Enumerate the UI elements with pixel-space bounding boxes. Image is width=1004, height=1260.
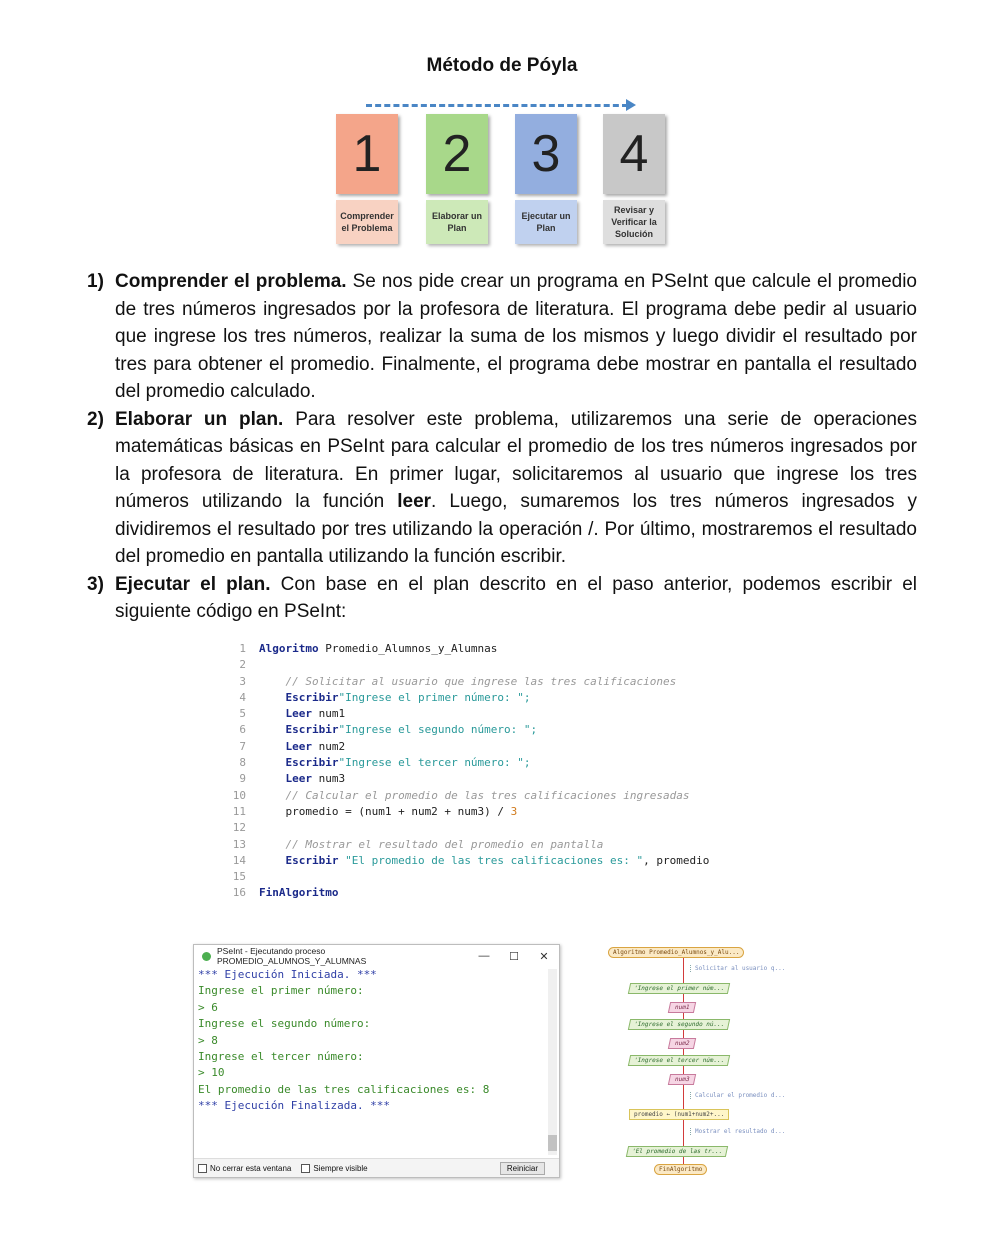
code-token: // Solicitar al usuario que ingrese las tres calificaciones xyxy=(285,674,677,688)
flow-output: 'Ingrese el tercer núm... xyxy=(628,1055,731,1066)
flowchart xyxy=(605,944,805,1179)
item-text: Con base en el plan descrito en el paso anterior, podemos escribir el siguiente código en PSeInt: xyxy=(115,573,917,622)
code-token: num2 xyxy=(312,739,346,753)
code-line xyxy=(228,853,748,869)
code-line xyxy=(228,771,748,787)
flow-output: 'Ingrese el primer núm... xyxy=(628,983,731,994)
console-footer xyxy=(194,1158,559,1177)
title-bar xyxy=(194,945,559,967)
code-line xyxy=(228,690,748,706)
code-token: , promedio xyxy=(643,853,710,867)
console-line: > 6 xyxy=(198,1000,218,1014)
step-number: 3 xyxy=(515,114,577,194)
code-line xyxy=(228,837,748,853)
list-item xyxy=(87,268,917,406)
code-token: Algoritmo xyxy=(259,642,319,655)
scrollbar[interactable] xyxy=(548,969,557,1155)
code-token xyxy=(259,789,286,802)
checkbox-icon[interactable] xyxy=(301,1164,310,1173)
close-button[interactable]: ✕ xyxy=(539,950,549,963)
code-token: FinAlgoritmo xyxy=(259,886,339,900)
line-number: 8 xyxy=(239,756,246,770)
flow-comment: Solicitar al usuario q... xyxy=(690,965,785,972)
line-number: 14 xyxy=(232,853,246,867)
item-number: 1) xyxy=(87,271,104,292)
checkbox-label: No cerrar esta ventana xyxy=(210,1163,292,1173)
line-number: 16 xyxy=(232,886,246,900)
console-line: Ingrese el segundo número: xyxy=(198,1017,371,1031)
item-heading: Ejecutar el plan. xyxy=(115,573,271,595)
line-number: 7 xyxy=(239,739,246,753)
console-line: Ingrese el tercer número: xyxy=(198,1050,364,1064)
item-text: Se nos pide crear un programa en PSeInt que calcule el promedio de tres números ingresados por la profesora de literatura. El programa debe pedir al usuario que ingrese los tres números, realizar la suma de los mismos y luego dividir el resultado por tres para obtener el promedio. Finalmente, el programa debe mostrar en pantalla el resultado del promedio calculado. xyxy=(115,271,917,402)
code-token: "Ingrese el primer número: "; xyxy=(338,690,531,704)
flow-comment: Mostrar el resultado d... xyxy=(690,1128,785,1135)
code-token xyxy=(259,772,286,785)
console-line: *** Ejecución Finalizada. *** xyxy=(198,1099,391,1113)
checkbox-label: Siempre visible xyxy=(313,1163,368,1173)
pseint-logo-icon xyxy=(202,952,211,961)
window-title: PSeInt - Ejecutando proceso PROMEDIO_ALUMNOS_Y_ALUMNAS xyxy=(217,946,367,966)
item-number: 2) xyxy=(87,408,104,430)
flow-output: 'Ingrese el segundo nú... xyxy=(628,1019,731,1030)
code-token xyxy=(259,756,286,769)
step-label: Ejecutar un Plan xyxy=(515,200,577,244)
always-visible-checkbox[interactable] xyxy=(301,1164,367,1173)
line-number: 12 xyxy=(232,821,246,835)
scrollbar-thumb[interactable] xyxy=(548,1135,557,1151)
code-token: "Ingrese el tercer número: "; xyxy=(338,756,531,770)
page-title: Método de Póyla xyxy=(426,55,578,76)
code-token: Leer xyxy=(285,739,312,753)
code-line xyxy=(228,869,748,885)
item-text: Para resolver este problema, utilizaremos una serie de operaciones matemáticas básicas en PSeInt para calcular el promedio de los tres números ingresados por la profesora de literatura. En primer lugar, solicitaremos al usuario que ingrese los tres números utilizando la función xyxy=(115,408,917,512)
item-heading: Comprender el problema. xyxy=(115,271,347,292)
code-token xyxy=(259,838,286,851)
code-token xyxy=(259,675,286,688)
code-line xyxy=(228,641,748,657)
step-4 xyxy=(603,114,665,244)
code-line xyxy=(228,706,748,722)
code-token: num1 xyxy=(312,707,346,721)
step-label: Revisar y Verificar la Solución xyxy=(603,200,665,244)
code-token: Promedio_Alumnos_y_Alumnas xyxy=(318,642,498,655)
console-line: > 10 xyxy=(198,1066,225,1080)
step-2 xyxy=(426,114,488,244)
line-number: 5 xyxy=(239,707,246,721)
maximize-button[interactable]: ☐ xyxy=(509,950,519,963)
item-text: . Luego, sumaremos los tres números ingresados y dividiremos el resultado por tres utilizando la operación /. Por último, mostraremos el resultado del promedio en pantalla utilizando la función escribir. xyxy=(115,491,917,567)
flow-process: promedio ← (num1+num2+... xyxy=(629,1109,729,1120)
code-token: promedio = (num1 + num2 + num3) / xyxy=(259,804,511,818)
code-line xyxy=(228,722,748,738)
console-line: > 8 xyxy=(198,1033,218,1047)
code-token: num3 xyxy=(312,772,346,786)
code-line xyxy=(228,820,748,836)
line-number: 4 xyxy=(239,690,246,704)
code-token xyxy=(259,854,286,867)
code-token: Escribir xyxy=(285,756,339,770)
code-token xyxy=(259,723,286,736)
code-token: 3 xyxy=(510,804,518,818)
step-number: 4 xyxy=(603,114,665,194)
list-item xyxy=(87,571,917,626)
line-number: 10 xyxy=(232,788,246,802)
item-number: 3) xyxy=(87,573,104,595)
no-close-checkbox[interactable] xyxy=(198,1164,291,1173)
code-line xyxy=(228,657,748,673)
restart-button[interactable]: Reiniciar xyxy=(500,1162,545,1175)
console-output xyxy=(198,967,547,1153)
arrow-head-icon xyxy=(626,99,636,111)
code-token xyxy=(259,707,286,720)
line-number: 3 xyxy=(239,674,246,688)
step-number: 2 xyxy=(426,114,488,194)
flow-start: Algoritmo Promedio_Alumnos_y_Alu... xyxy=(608,947,744,958)
line-number: 1 xyxy=(239,642,246,655)
code-token: Leer xyxy=(285,707,312,721)
code-token: "El promedio de las tres calificaciones es: " xyxy=(338,853,644,867)
code-token: "Ingrese el segundo número: "; xyxy=(338,723,538,737)
flow-end: FinAlgoritmo xyxy=(654,1164,707,1175)
code-line xyxy=(228,788,748,804)
code-token: Escribir xyxy=(285,723,339,737)
step-1 xyxy=(336,114,398,244)
item-keyword: leer xyxy=(397,491,432,512)
polya-steps-figure xyxy=(330,98,675,253)
line-number: 11 xyxy=(232,804,246,818)
console-line: *** Ejecución Iniciada. *** xyxy=(198,968,377,981)
code-token: // Mostrar el resultado del promedio en pantalla xyxy=(285,837,604,851)
line-number: 9 xyxy=(239,772,246,786)
code-token: Escribir xyxy=(285,853,339,867)
console-line: Ingrese el primer número: xyxy=(198,984,364,998)
flow-output: 'El promedio de las tr... xyxy=(626,1146,729,1157)
step-label: Comprender el Problema xyxy=(336,200,398,244)
code-token: // Calcular el promedio de las tres calificaciones ingresadas xyxy=(285,788,690,802)
minimize-button[interactable]: — xyxy=(478,950,490,962)
step-3 xyxy=(515,114,577,244)
console-line: El promedio de las tres calificaciones es: 8 xyxy=(198,1082,490,1096)
code-line xyxy=(228,804,748,820)
flow-input: num3 xyxy=(668,1074,697,1085)
step-label: Elaborar un Plan xyxy=(426,200,488,244)
code-line xyxy=(228,674,748,690)
code-token: Escribir xyxy=(285,690,339,704)
code-token xyxy=(259,740,286,753)
line-number: 15 xyxy=(232,870,246,884)
code-listing xyxy=(228,641,748,902)
code-line xyxy=(228,739,748,755)
code-token xyxy=(259,691,286,704)
numbered-list xyxy=(87,268,917,626)
list-item xyxy=(87,406,917,571)
code-line xyxy=(228,885,748,901)
code-token: Leer xyxy=(285,772,312,786)
flow-input: num1 xyxy=(668,1002,697,1013)
pseint-console-window xyxy=(193,944,560,1178)
flow-comment: Calcular el promedio d... xyxy=(690,1092,785,1099)
line-number: 6 xyxy=(239,723,246,737)
flow-input: num2 xyxy=(668,1038,697,1049)
line-number: 13 xyxy=(232,837,246,851)
step-number: 1 xyxy=(336,114,398,194)
checkbox-icon[interactable] xyxy=(198,1164,207,1173)
code-line xyxy=(228,755,748,771)
dashed-arrow-line xyxy=(366,104,628,107)
line-number: 2 xyxy=(239,658,246,672)
item-heading: Elaborar un plan. xyxy=(115,408,284,430)
